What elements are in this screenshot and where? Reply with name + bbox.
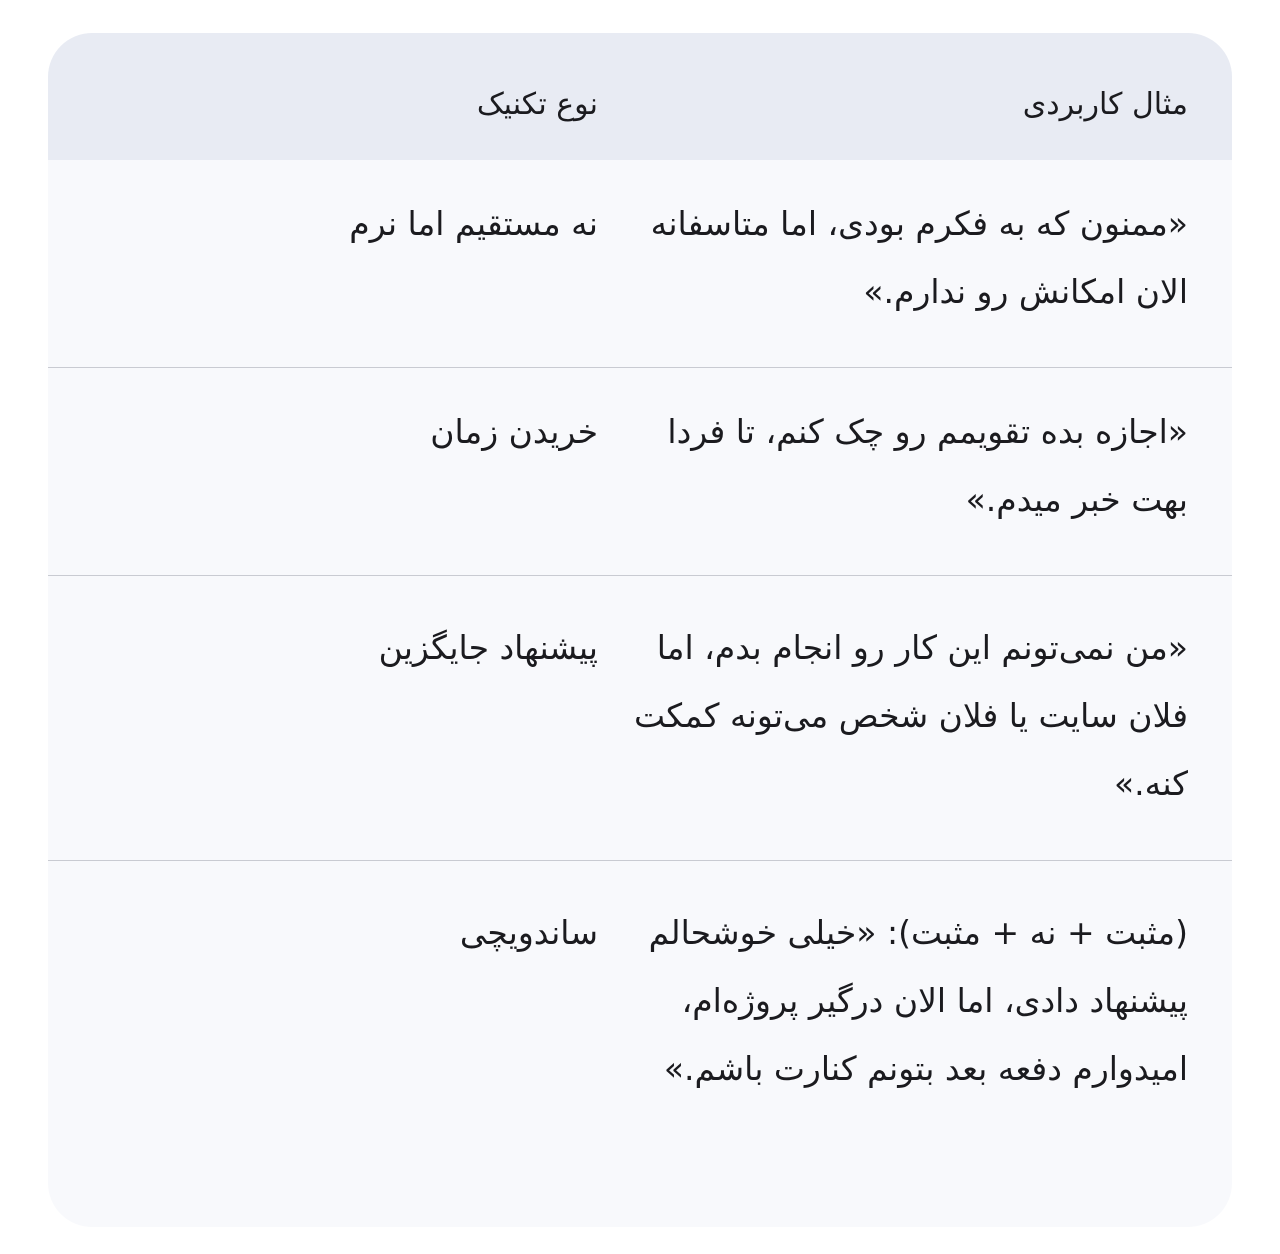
header-example: مثال کاربردی [1022,87,1188,122]
type-cell: ساندویچی [459,913,598,952]
example-cell: «من نمی‌تونم این کار رو انجام بدم، اما فلان سایت یا فلان شخص می‌تونه کمکت کنه.» [634,628,1188,803]
table-row [48,576,1232,861]
header-type: نوع تکنیک [476,87,598,122]
example-cell: «ممنون که به فکرم بودی، اما متاسفانه الان امکانش رو ندارم.» [650,204,1188,311]
type-cell: نه مستقیم اما نرم [349,204,598,243]
technique-table [48,33,1232,1227]
example-cell: (مثبت + نه + مثبت): «خیلی خوشحالم پیشنهاد دادی، اما الان درگیر پروژه‌ام، امیدوارم دفعه بعد بتونم کنارت باشم.» [648,913,1188,1088]
table-row [48,160,1232,368]
example-cell: «اجازه بده تقویمم رو چک کنم، تا فردا بهت خبر میدم.» [667,412,1188,519]
table-row [48,368,1232,576]
type-cell: پیشنهاد جایگزین [378,628,598,667]
table-header [48,33,1232,160]
table-row [48,861,1232,1227]
type-cell: خریدن زمان [430,412,598,451]
